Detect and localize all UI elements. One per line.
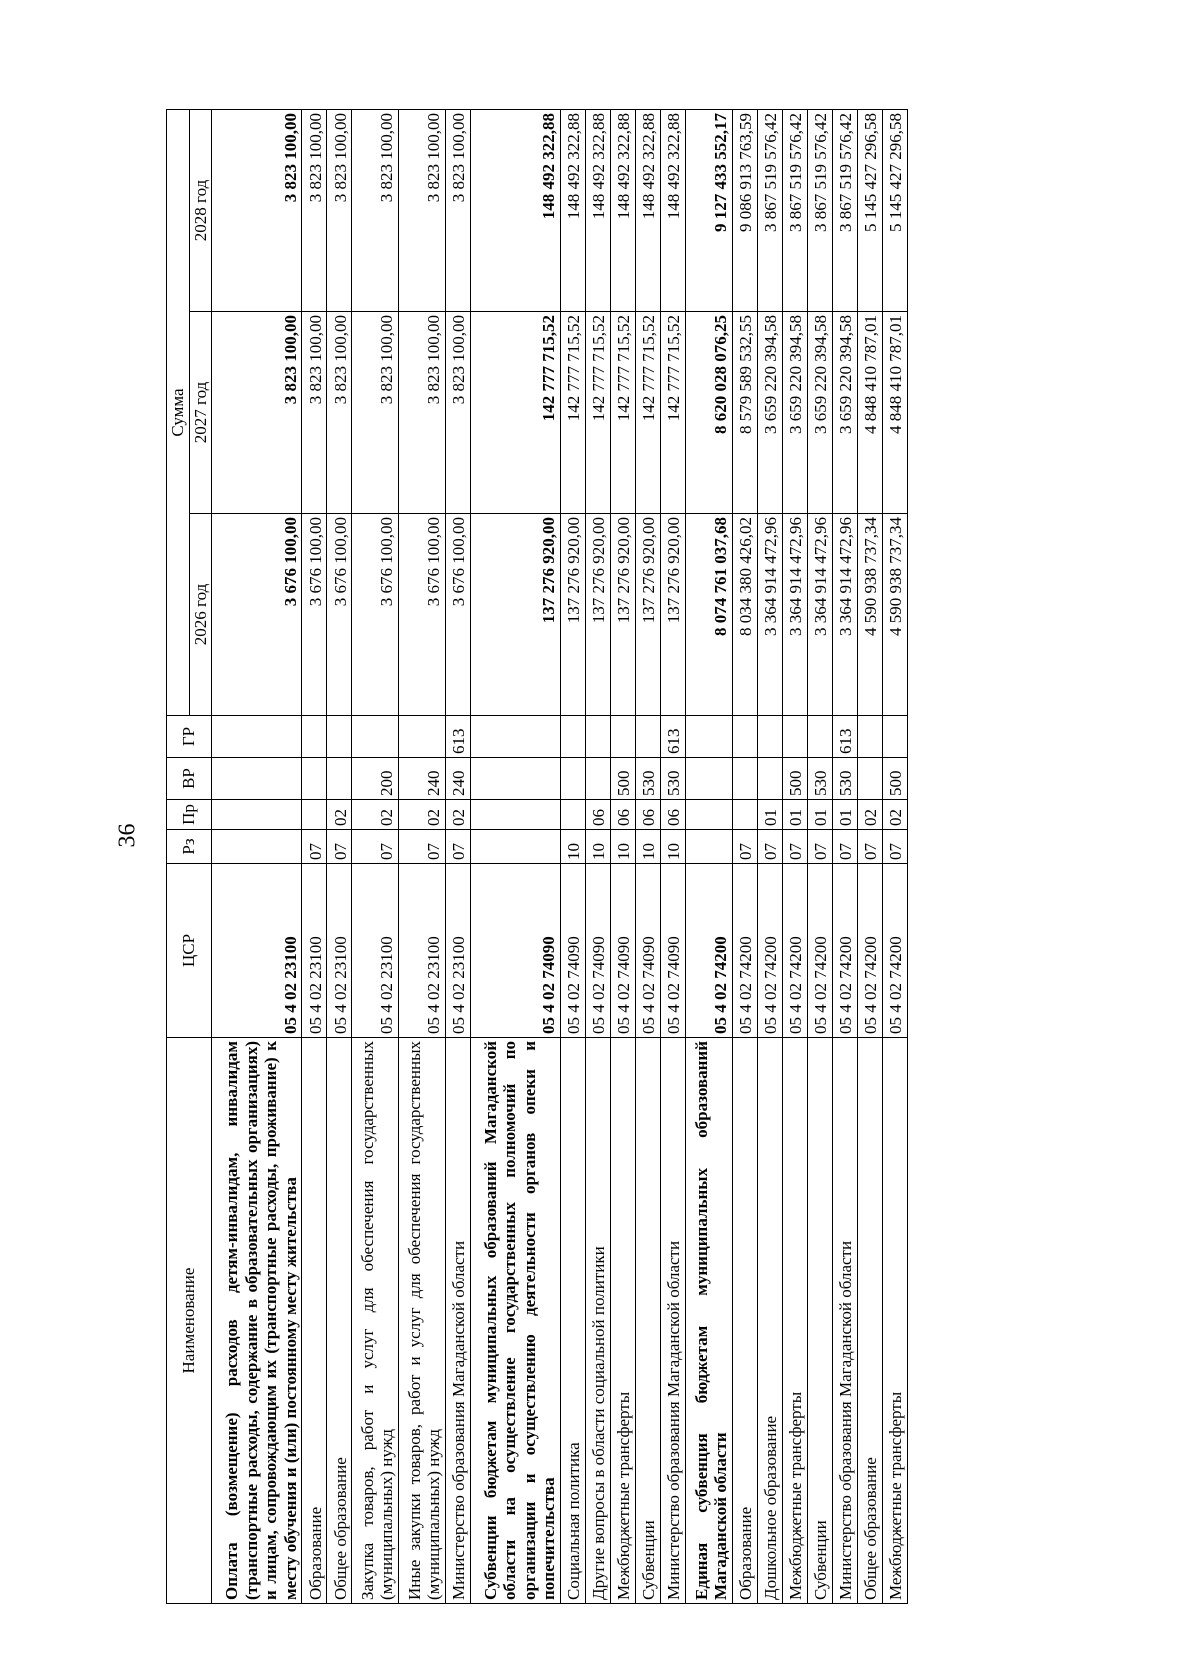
header-vr: ВР (167, 758, 212, 800)
cell-name: Оплата (возмещение) расходов детям-инвалидам, инвалидам (транспортные расходы, содержание в образовательных организациях) и лицам, сопровождающим их (транспортные расходы, проживание) к месту обучения и (или) постоянному месту жительства (212, 1038, 302, 1604)
cell-csr: 05 4 02 74200 (685, 864, 732, 1038)
cell-pr: 01 (807, 800, 832, 830)
cell-2028: 3 823 100,00 (327, 109, 352, 311)
cell-name: Общее образование (857, 1038, 882, 1604)
cell-name: Министерство образования Магаданской области (660, 1038, 685, 1604)
cell-rz (212, 830, 302, 864)
cell-2028: 3 823 100,00 (445, 109, 470, 311)
cell-csr: 05 4 02 74200 (732, 864, 757, 1038)
cell-gr (732, 716, 757, 758)
cell-2026: 3 676 100,00 (352, 514, 399, 716)
cell-rz: 10 (585, 830, 610, 864)
table-row (585, 109, 610, 1603)
cell-2027: 8 579 589 532,55 (732, 312, 757, 514)
cell-pr (470, 800, 560, 830)
cell-2028: 148 492 322,88 (560, 109, 585, 311)
cell-gr: 613 (832, 716, 857, 758)
table-row (882, 109, 907, 1603)
cell-vr (560, 758, 585, 800)
cell-2028: 148 492 322,88 (585, 109, 610, 311)
cell-rz: 07 (352, 830, 399, 864)
cell-csr: 05 4 02 74200 (782, 864, 807, 1038)
cell-2026: 3 676 100,00 (302, 514, 327, 716)
header-year-2027: 2027 год (189, 312, 212, 514)
cell-gr (560, 716, 585, 758)
cell-2027: 4 848 410 787,01 (857, 312, 882, 514)
cell-2027: 3 659 220 394,58 (757, 312, 782, 514)
cell-vr: 530 (660, 758, 685, 800)
cell-2026: 3 676 100,00 (212, 514, 302, 716)
cell-vr: 240 (398, 758, 445, 800)
cell-2028: 3 823 100,00 (212, 109, 302, 311)
cell-csr: 05 4 02 74090 (560, 864, 585, 1038)
cell-vr: 500 (610, 758, 635, 800)
cell-2027: 142 777 715,52 (585, 312, 610, 514)
cell-pr: 01 (832, 800, 857, 830)
cell-name: Субвенции (807, 1038, 832, 1604)
cell-gr (585, 716, 610, 758)
cell-pr (732, 800, 757, 830)
cell-2027: 142 777 715,52 (610, 312, 635, 514)
cell-rz: 07 (807, 830, 832, 864)
cell-2027: 3 823 100,00 (398, 312, 445, 514)
cell-name: Иные закупки товаров, работ и услуг для обеспечения государственных (муниципальных) нужд (398, 1038, 445, 1604)
cell-vr (212, 758, 302, 800)
cell-2026: 3 676 100,00 (327, 514, 352, 716)
cell-name: Социальная политика (560, 1038, 585, 1604)
cell-gr (635, 716, 660, 758)
header-sum: Сумма (167, 109, 190, 715)
cell-gr (685, 716, 732, 758)
cell-vr: 500 (882, 758, 907, 800)
cell-pr (302, 800, 327, 830)
table-row (807, 109, 832, 1603)
cell-2027: 142 777 715,52 (635, 312, 660, 514)
cell-2026: 137 276 920,00 (560, 514, 585, 716)
cell-gr (212, 716, 302, 758)
cell-rz: 07 (732, 830, 757, 864)
table-row (560, 109, 585, 1603)
cell-csr: 05 4 02 74090 (585, 864, 610, 1038)
cell-2026: 4 590 938 737,34 (882, 514, 907, 716)
table-row (782, 109, 807, 1603)
cell-gr (302, 716, 327, 758)
table-row (398, 109, 445, 1603)
cell-pr (685, 800, 732, 830)
cell-2026: 3 364 914 472,96 (832, 514, 857, 716)
cell-vr: 530 (832, 758, 857, 800)
cell-name: Межбюджетные трансферты (610, 1038, 635, 1604)
cell-pr: 02 (857, 800, 882, 830)
cell-csr: 05 4 02 23100 (302, 864, 327, 1038)
cell-vr (757, 758, 782, 800)
cell-2028: 3 867 519 576,42 (807, 109, 832, 311)
cell-2027: 142 777 715,52 (470, 312, 560, 514)
cell-vr: 500 (782, 758, 807, 800)
cell-2026: 3 676 100,00 (398, 514, 445, 716)
cell-vr (857, 758, 882, 800)
cell-2027: 3 659 220 394,58 (807, 312, 832, 514)
header-gr: ГР (167, 716, 212, 758)
cell-2028: 9 086 913 763,59 (732, 109, 757, 311)
cell-csr: 05 4 02 23100 (398, 864, 445, 1038)
cell-2028: 5 145 427 296,58 (857, 109, 882, 311)
cell-2027: 3 823 100,00 (302, 312, 327, 514)
cell-vr (585, 758, 610, 800)
header-pr: Пр (167, 800, 212, 830)
cell-2026: 4 590 938 737,34 (857, 514, 882, 716)
table-row (732, 109, 757, 1603)
cell-2026: 3 364 914 472,96 (782, 514, 807, 716)
cell-pr: 02 (352, 800, 399, 830)
cell-csr: 05 4 02 74090 (470, 864, 560, 1038)
cell-gr (882, 716, 907, 758)
cell-pr: 06 (585, 800, 610, 830)
table-body (212, 109, 908, 1603)
cell-gr (610, 716, 635, 758)
cell-rz: 07 (757, 830, 782, 864)
cell-pr: 02 (327, 800, 352, 830)
cell-name: Закупка товаров, работ и услуг для обеспечения государственных (муниципальных) нужд (352, 1038, 399, 1604)
cell-csr: 05 4 02 74200 (882, 864, 907, 1038)
cell-2028: 3 867 519 576,42 (757, 109, 782, 311)
cell-name: Образование (302, 1038, 327, 1604)
cell-rz (685, 830, 732, 864)
cell-2028: 148 492 322,88 (610, 109, 635, 311)
table-row (857, 109, 882, 1603)
cell-2027: 3 659 220 394,58 (832, 312, 857, 514)
cell-pr (560, 800, 585, 830)
cell-2026: 3 364 914 472,96 (807, 514, 832, 716)
cell-name: Межбюджетные трансферты (882, 1038, 907, 1604)
cell-csr: 05 4 02 74200 (832, 864, 857, 1038)
table-row (212, 109, 302, 1603)
cell-rz: 10 (635, 830, 660, 864)
cell-vr: 200 (352, 758, 399, 800)
cell-gr: 613 (660, 716, 685, 758)
cell-rz: 07 (882, 830, 907, 864)
header-csr: ЦСР (167, 864, 212, 1038)
cell-csr: 05 4 02 74090 (660, 864, 685, 1038)
cell-2027: 3 823 100,00 (352, 312, 399, 514)
cell-2027: 3 659 220 394,58 (782, 312, 807, 514)
cell-pr (212, 800, 302, 830)
cell-name: Межбюджетные трансферты (782, 1038, 807, 1604)
cell-rz: 07 (302, 830, 327, 864)
header-year-2026: 2026 год (189, 514, 212, 716)
cell-2028: 148 492 322,88 (660, 109, 685, 311)
cell-2028: 148 492 322,88 (635, 109, 660, 311)
table-row (352, 109, 399, 1603)
cell-gr (857, 716, 882, 758)
header-name: Наименование (167, 1038, 212, 1604)
cell-pr: 02 (445, 800, 470, 830)
cell-pr: 06 (635, 800, 660, 830)
cell-gr (757, 716, 782, 758)
table-row (685, 109, 732, 1603)
cell-vr (685, 758, 732, 800)
cell-2028: 148 492 322,88 (470, 109, 560, 311)
cell-rz: 07 (782, 830, 807, 864)
cell-2026: 137 276 920,00 (610, 514, 635, 716)
cell-2027: 4 848 410 787,01 (882, 312, 907, 514)
cell-vr: 530 (635, 758, 660, 800)
cell-csr: 05 4 02 74090 (635, 864, 660, 1038)
cell-2028: 3 823 100,00 (302, 109, 327, 311)
cell-gr (807, 716, 832, 758)
cell-name: Общее образование (327, 1038, 352, 1604)
cell-rz: 10 (610, 830, 635, 864)
cell-name: Образование (732, 1038, 757, 1604)
table-row (610, 109, 635, 1603)
cell-pr: 01 (782, 800, 807, 830)
table-row (445, 109, 470, 1603)
cell-2026: 8 074 761 037,68 (685, 514, 732, 716)
cell-vr: 240 (445, 758, 470, 800)
table-row (302, 109, 327, 1603)
cell-pr: 02 (882, 800, 907, 830)
cell-vr (302, 758, 327, 800)
table-row (757, 109, 782, 1603)
cell-name: Дошкольное образование (757, 1038, 782, 1604)
header-rz: Рз (167, 830, 212, 864)
cell-2028: 3 823 100,00 (352, 109, 399, 311)
cell-gr: 613 (445, 716, 470, 758)
cell-pr: 06 (660, 800, 685, 830)
cell-rz: 07 (857, 830, 882, 864)
cell-2027: 142 777 715,52 (560, 312, 585, 514)
cell-rz: 07 (398, 830, 445, 864)
cell-2028: 3 867 519 576,42 (832, 109, 857, 311)
table-row (832, 109, 857, 1603)
cell-name: Министерство образования Магаданской области (445, 1038, 470, 1604)
cell-csr: 05 4 02 23100 (327, 864, 352, 1038)
cell-2027: 8 620 028 076,25 (685, 312, 732, 514)
cell-name: Единая субвенция бюджетам муниципальных образований Магаданской области (685, 1038, 732, 1604)
cell-2026: 137 276 920,00 (585, 514, 610, 716)
cell-2026: 3 364 914 472,96 (757, 514, 782, 716)
cell-gr (782, 716, 807, 758)
cell-2026: 137 276 920,00 (635, 514, 660, 716)
cell-2028: 3 867 519 576,42 (782, 109, 807, 311)
cell-gr (352, 716, 399, 758)
cell-pr: 01 (757, 800, 782, 830)
cell-rz: 10 (660, 830, 685, 864)
cell-2026: 8 034 380 426,02 (732, 514, 757, 716)
table-row (327, 109, 352, 1603)
cell-vr: 530 (807, 758, 832, 800)
cell-rz: 07 (327, 830, 352, 864)
cell-csr: 05 4 02 74200 (857, 864, 882, 1038)
cell-2027: 3 823 100,00 (327, 312, 352, 514)
cell-csr: 05 4 02 23100 (212, 864, 302, 1038)
cell-csr: 05 4 02 23100 (445, 864, 470, 1038)
cell-csr: 05 4 02 74200 (807, 864, 832, 1038)
cell-vr (327, 758, 352, 800)
cell-gr (470, 716, 560, 758)
table-row (635, 109, 660, 1603)
cell-gr (398, 716, 445, 758)
cell-rz (470, 830, 560, 864)
table-header (167, 109, 212, 1603)
cell-2028: 5 145 427 296,58 (882, 109, 907, 311)
cell-name: Другие вопросы в области социальной политики (585, 1038, 610, 1604)
cell-name: Субвенции (635, 1038, 660, 1604)
page-number: 36 (114, 823, 141, 848)
budget-table-container (166, 112, 908, 1604)
cell-vr (732, 758, 757, 800)
table-row (470, 109, 560, 1603)
cell-pr: 02 (398, 800, 445, 830)
budget-table (166, 109, 908, 1604)
cell-2027: 3 823 100,00 (445, 312, 470, 514)
cell-csr: 05 4 02 74200 (757, 864, 782, 1038)
cell-rz: 10 (560, 830, 585, 864)
cell-2028: 9 127 433 552,17 (685, 109, 732, 311)
cell-rz: 07 (445, 830, 470, 864)
cell-2026: 137 276 920,00 (470, 514, 560, 716)
cell-csr: 05 4 02 74090 (610, 864, 635, 1038)
cell-2026: 3 676 100,00 (445, 514, 470, 716)
cell-name: Субвенции бюджетам муниципальных образований Магаданской области на осуществление государственных полномочий по организации и осуществлению деятельности органов опеки и попечительства (470, 1038, 560, 1604)
table-row (660, 109, 685, 1603)
cell-2028: 3 823 100,00 (398, 109, 445, 311)
cell-name: Министерство образования Магаданской области (832, 1038, 857, 1604)
cell-vr (470, 758, 560, 800)
cell-csr: 05 4 02 23100 (352, 864, 399, 1038)
cell-rz: 07 (832, 830, 857, 864)
cell-gr (327, 716, 352, 758)
cell-2026: 137 276 920,00 (660, 514, 685, 716)
cell-pr: 06 (610, 800, 635, 830)
cell-2027: 142 777 715,52 (660, 312, 685, 514)
cell-2027: 3 823 100,00 (212, 312, 302, 514)
header-year-2028: 2028 год (189, 109, 212, 311)
